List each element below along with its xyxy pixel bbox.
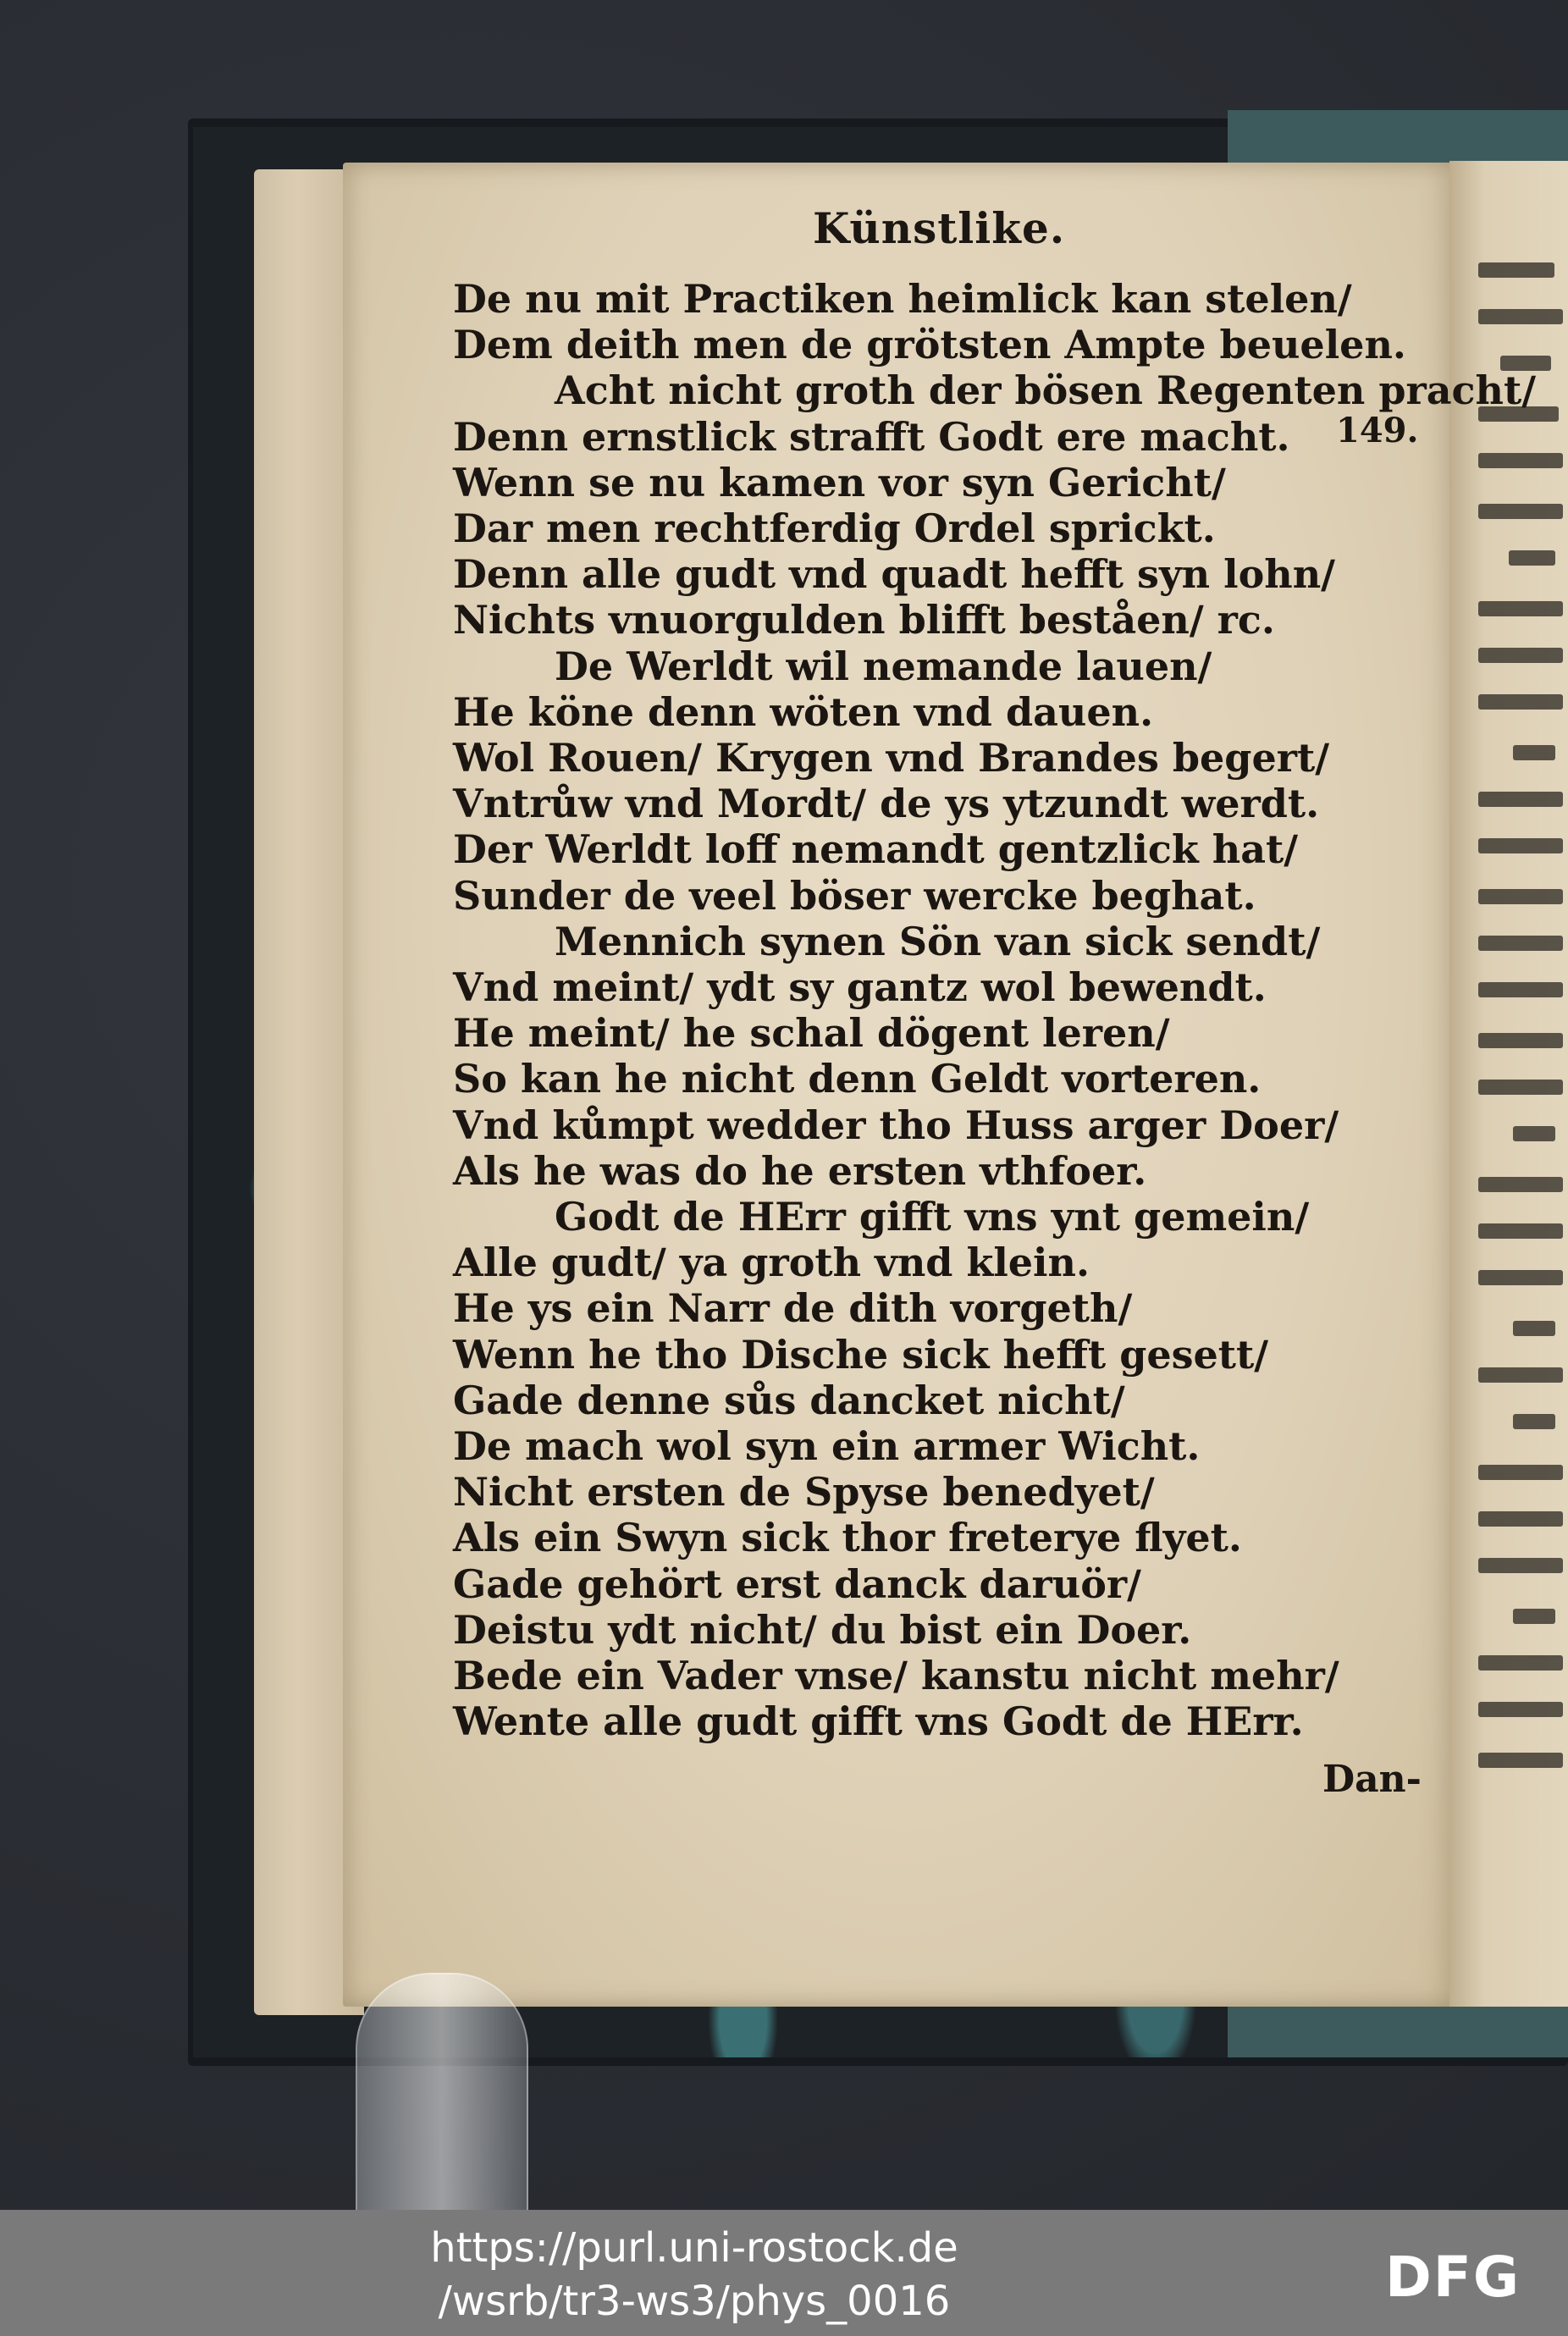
facing-text-line (1478, 1511, 1563, 1527)
facing-text-line (1509, 550, 1555, 566)
text-line: Wenn se nu kamen vor syn Gericht/ (453, 459, 1226, 505)
text-line: He köne denn wöten vnd dauen. (453, 688, 1154, 735)
facing-text-line (1478, 694, 1563, 710)
facing-text-line (1513, 1126, 1555, 1141)
text-line: He ys ein Narr de dith vorgeth/ (453, 1285, 1133, 1332)
text-line: De Werldt wil nemande lauen/ (555, 643, 1212, 689)
facing-text-line (1513, 1609, 1555, 1624)
text-line: Dar men rechtferdig Ordel sprickt. (453, 505, 1216, 551)
facing-text-line (1478, 936, 1563, 951)
catchword: Dan- (1322, 1758, 1422, 1801)
spine-cloth-bottom (1228, 1998, 1568, 2057)
text-line: He meint/ he schal dögent leren/ (453, 1010, 1170, 1057)
text-line: De mach wol syn ein armer Wicht. (453, 1423, 1201, 1469)
facing-text-line (1478, 1367, 1563, 1383)
text-line: Nichts vnuorgulden blifft beståen/ rc. (453, 597, 1275, 643)
text-line: Vntrůw vnd Mordt/ de ys ytzundt werdt. (453, 781, 1320, 827)
text-line: Godt de HErr gifft vns ynt gemein/ (555, 1194, 1310, 1240)
facing-text-line (1513, 1414, 1555, 1429)
text-line: Wol Rouen/ Krygen vnd Brandes begert/ (453, 735, 1329, 781)
text-line: Der Werldt loff nemandt gentzlick hat/ (453, 826, 1299, 873)
facing-page-edge (1449, 161, 1568, 2007)
text-line: Acht nicht groth der bösen Regenten pracht/ (555, 367, 1537, 414)
text-line: So kan he nicht denn Geldt vorteren. (453, 1056, 1262, 1102)
text-line: Vnd meint/ ydt sy gantz wol bewendt. (453, 964, 1267, 1010)
facing-text-line (1478, 1702, 1563, 1717)
facing-text-line (1478, 982, 1563, 997)
text-line: Mennich synen Sön van sick sendt/ (555, 918, 1321, 964)
facing-text-line (1478, 601, 1563, 616)
text-line: Deistu ydt nicht/ du bist ein Doer. (453, 1606, 1192, 1653)
text-line: Wente alle gudt gifft vns Godt de HErr. (453, 1698, 1304, 1745)
footer-bar (0, 2210, 1568, 2336)
text-line: Gade gehört erst danck daruör/ (453, 1560, 1141, 1607)
facing-text-line (1478, 453, 1563, 468)
facing-text-line (1478, 1270, 1563, 1285)
url-line-2[interactable]: /wsrb/tr3-ws3/phys_0016 (438, 2278, 951, 2325)
facing-text-line (1478, 1655, 1563, 1671)
facing-text-line (1513, 1321, 1555, 1336)
running-head: Künstlike. (813, 203, 1066, 253)
facing-text-line (1478, 1753, 1563, 1768)
text-line: Vnd kůmpt wedder tho Huss arger Doer/ (453, 1102, 1339, 1148)
text-line: Als ein Swyn sick thor freterye flyet. (453, 1515, 1242, 1561)
facing-text-line (1478, 1465, 1563, 1480)
text-line: Dem deith men de grötsten Ampte beuelen. (453, 322, 1406, 368)
url-line-1[interactable]: https://purl.uni-rostock.de (430, 2224, 958, 2272)
facing-text-line (1478, 792, 1563, 807)
page-number: 149. (1336, 411, 1419, 450)
facing-text-line (1478, 1177, 1563, 1192)
text-line: Als he was do he ersten vthfoer. (453, 1147, 1147, 1194)
facing-text-line (1478, 838, 1563, 853)
text-line: Nicht ersten de Spyse benedyet/ (453, 1469, 1155, 1516)
facing-text-line (1478, 889, 1563, 904)
text-line: Gade denne sůs dancket nicht/ (453, 1377, 1125, 1423)
facing-text-line (1478, 1223, 1563, 1239)
facing-text-line (1478, 309, 1563, 324)
facing-text-line (1478, 262, 1554, 278)
text-line: Wenn he tho Dische sick hefft gesett/ (453, 1331, 1269, 1378)
text-line: Sunder de veel böser wercke beghat. (453, 872, 1256, 919)
facing-text-line (1478, 1080, 1563, 1095)
text-line: Alle gudt/ ya groth vnd klein. (453, 1240, 1090, 1286)
facing-text-line (1478, 1033, 1563, 1048)
text-line: De nu mit Practiken heimlick kan stelen/ (453, 276, 1352, 322)
text-line: Bede ein Vader vnse/ kanstu nicht mehr/ (453, 1653, 1339, 1698)
facing-text-line (1478, 1558, 1563, 1573)
text-line: Denn ernstlick strafft Godt ere macht. (453, 413, 1290, 460)
page-holder-tab (356, 1973, 528, 2213)
dfg-logo: DFG (1385, 2245, 1521, 2310)
text-line: Denn alle gudt vnd quadt hefft syn lohn/ (453, 551, 1335, 598)
facing-text-line (1478, 648, 1563, 663)
facing-text-line (1513, 745, 1555, 760)
facing-text-line (1478, 504, 1563, 519)
